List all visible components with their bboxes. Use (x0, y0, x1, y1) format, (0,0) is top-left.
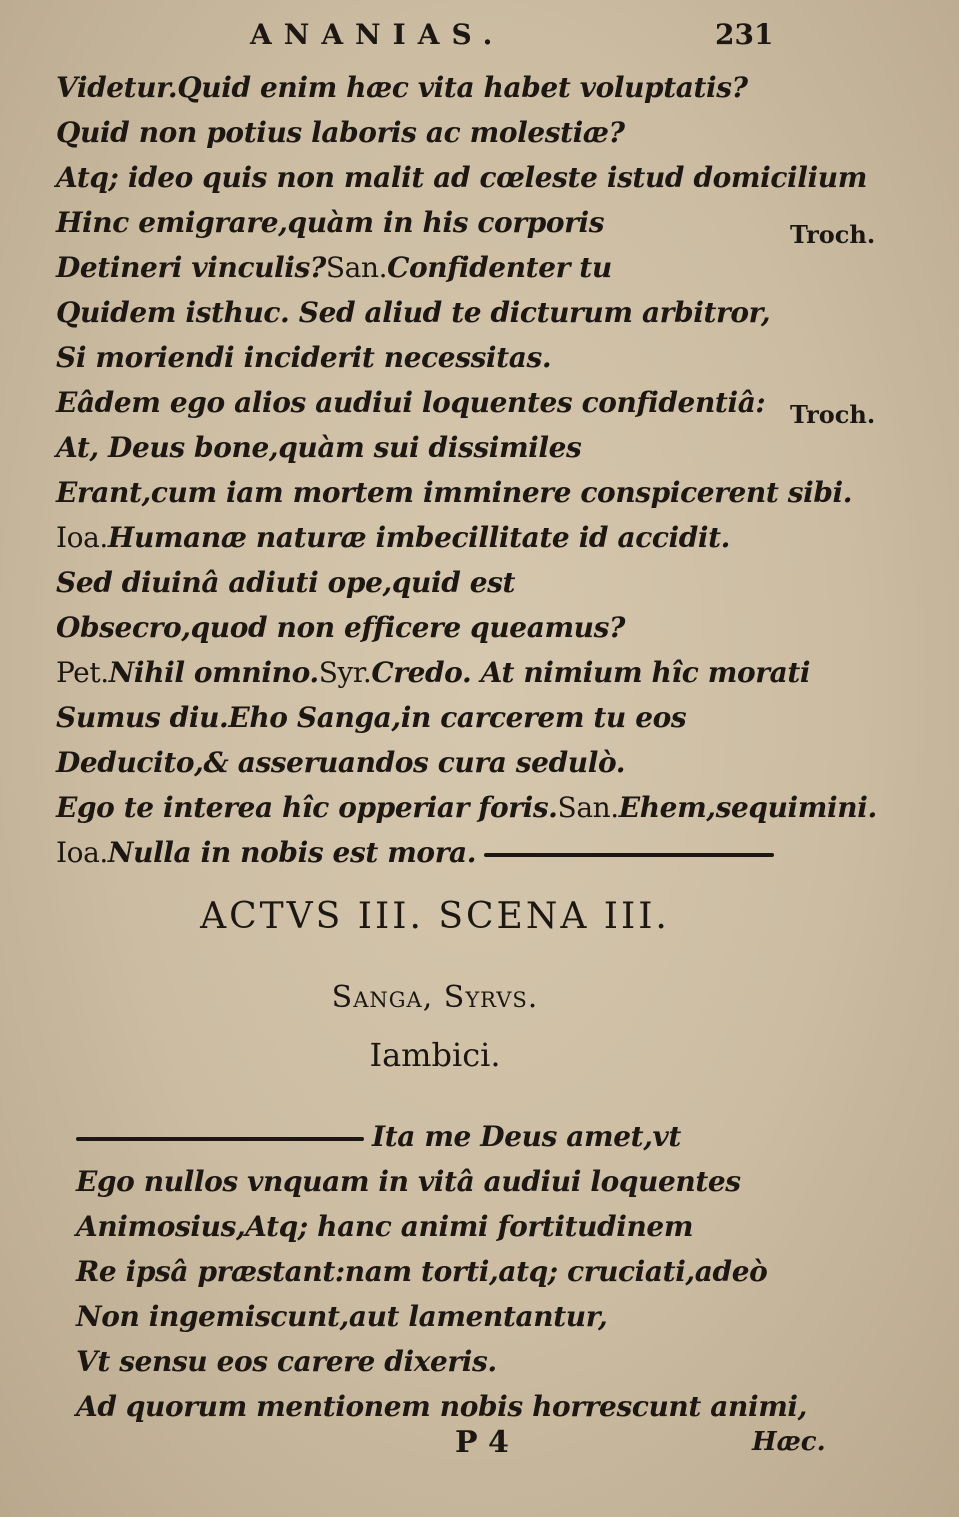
verse-text: Sed diuinâ adiuti ope,quid est (56, 566, 516, 599)
verse-text: Re ipsâ præstant:nam torti,atq; cruciati,adeò (76, 1255, 768, 1288)
verse-line (76, 1294, 816, 1339)
verse-line (56, 785, 877, 830)
verse-line (56, 245, 816, 290)
verse-line (56, 740, 816, 785)
verse-text: Quidem isthuc. Sed aliud te dicturum arbitror, (56, 296, 771, 329)
verse-text: Nulla in nobis est mora. (107, 836, 477, 869)
page-footer (0, 1425, 959, 1465)
catchword: Hæc. (752, 1427, 826, 1457)
verse-line (56, 830, 816, 875)
verse-text: Vt sensu eos carere dixeris. (76, 1345, 497, 1378)
verse-line (76, 1249, 816, 1294)
verse-line (56, 380, 816, 425)
verse-text: Ad quorum mentionem nobis horrescunt animi, (76, 1390, 808, 1423)
signature-mark: P 4 (455, 1425, 509, 1460)
verse-line (56, 200, 816, 245)
verse-text: Confidenter tu (387, 251, 612, 284)
act-scene-heading: ACTVS III. SCENA III. (200, 896, 670, 937)
page-header (0, 18, 959, 58)
verse-line (56, 110, 816, 155)
line-start-rule (76, 1137, 364, 1141)
verse-line (56, 515, 816, 560)
verse-text: Si moriendi inciderit necessitas. (56, 341, 552, 374)
margin-note-trochaic: Troch. (790, 220, 876, 249)
speaker-label: Ioa. (56, 836, 108, 869)
verse-text: Atq; ideo quis non malit ad cœleste istud domicilium (56, 161, 867, 194)
verse-text: Hinc emigrare,quàm in his corporis (56, 206, 605, 239)
verse-line (56, 605, 816, 650)
verse-line (76, 1114, 816, 1159)
verse-text: Erant,cum iam mortem imminere conspicerent sibi. (56, 476, 853, 509)
verse-text: Ego te interea hîc opperiar foris. (56, 791, 558, 824)
running-head: ANANIAS. (250, 18, 505, 51)
verse-line (76, 1159, 816, 1204)
verse-text: Eâdem ego alios audiui loquentes confidentiâ: (56, 386, 766, 419)
verse-text: Obsecro,quod non efficere queamus? (56, 611, 626, 644)
verse-text: At, Deus bone,quàm sui dissimiles (56, 431, 582, 464)
verse-text: Ego nullos vnquam in vitâ audiui loquentes (76, 1165, 741, 1198)
speaker-label: San. (325, 251, 388, 284)
verse-line (56, 335, 816, 380)
speaker-label: Ioa. (56, 521, 108, 554)
verse-text: Nihil omnino. (108, 656, 319, 689)
verse-line (56, 470, 853, 515)
verse-line (76, 1339, 816, 1384)
speaker-label: Pet. (56, 656, 109, 689)
verse-text: Deducito,& asseruandos cura sedulò. (56, 746, 626, 779)
verse-line (56, 155, 867, 200)
verse-line (56, 650, 816, 695)
speaker-label: San. (557, 791, 619, 824)
verse-line (76, 1204, 816, 1249)
verse-text: Humanæ naturæ imbecillitate id accidit. (107, 521, 731, 554)
margin-note-trochaic: Troch. (790, 400, 876, 429)
verse-text: Videtur.Quid enim hæc vita habet voluptatis? (56, 71, 748, 104)
verse-text: Sumus diu.Eho Sanga,in carcerem tu eos (56, 701, 687, 734)
verse-text: Non ingemiscunt,aut lamentantur, (76, 1300, 608, 1333)
verse-line (56, 695, 816, 740)
verse-line (76, 1384, 816, 1429)
line-end-rule (484, 853, 774, 857)
speaker-label: Syr. (318, 656, 372, 689)
verse-block-act-scene-iii (76, 1114, 816, 1429)
verse-text: Quid non potius laboris ac molestiæ? (56, 116, 625, 149)
meter-label: Iambici. (369, 1036, 501, 1074)
dramatis-personae: Sanga, Syrvs. (331, 980, 539, 1015)
verse-line (56, 65, 816, 110)
verse-text: Animosius,Atq; hanc animi fortitudinem (76, 1210, 694, 1243)
verse-text: Detineri vinculis? (56, 251, 326, 284)
verse-text: Ehem,sequimini. (618, 791, 877, 824)
verse-line (56, 290, 816, 335)
verse-line (56, 425, 816, 470)
page-number: 231 (715, 18, 774, 51)
verse-text: Credo. At nimium hîc morati (371, 656, 811, 689)
verse-text: Ita me Deus amet,vt (372, 1120, 681, 1153)
verse-line (56, 560, 816, 605)
